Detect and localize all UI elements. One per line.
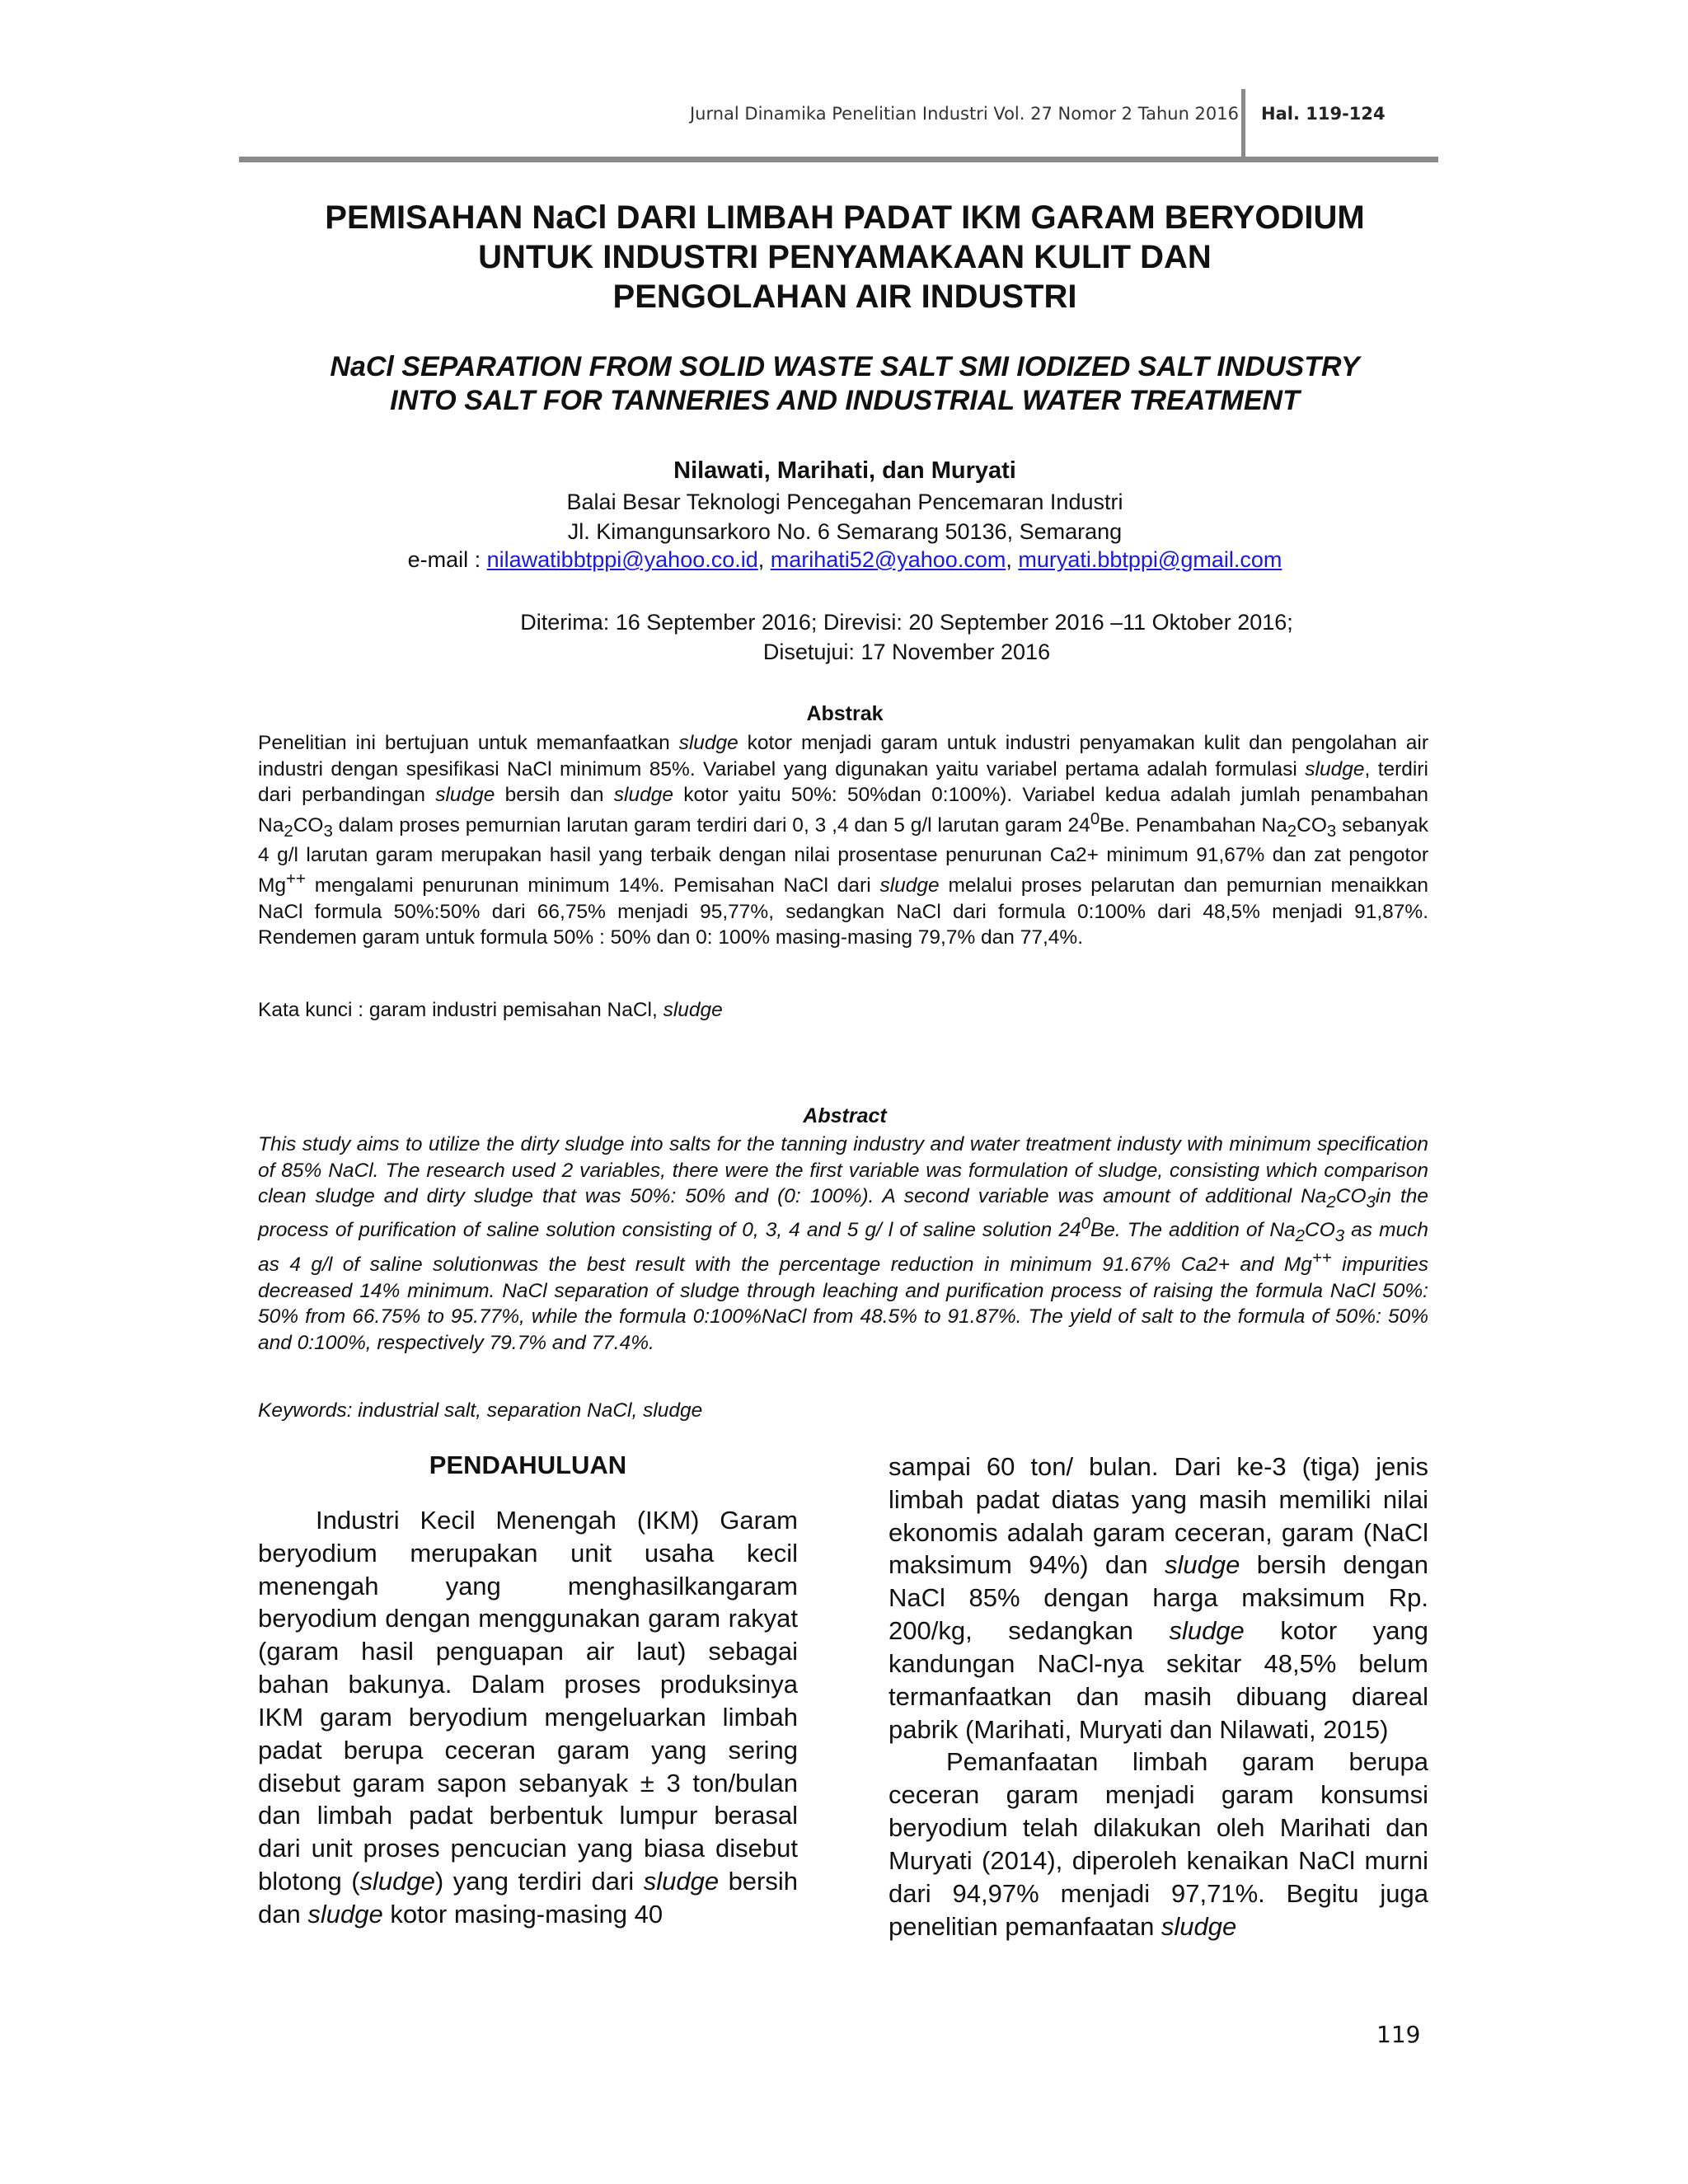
authors: Nilawati, Marihati, dan Muryati bbox=[673, 457, 1016, 484]
address: Jl. Kimangunsarkoro No. 6 Semarang 50136, Semarang bbox=[567, 519, 1123, 544]
page-number: 119 bbox=[1376, 2021, 1421, 2048]
submission-dates bbox=[371, 608, 1442, 667]
title-english bbox=[247, 350, 1442, 418]
title-indonesian bbox=[247, 198, 1442, 316]
header-divider bbox=[1241, 89, 1245, 157]
paragraph: sampai 60 ton/ bulan. Dari ke-3 (tiga) jenis limbah padat diatas yang masih memiliki nilai ekonomis adalah garam ceceran, garam (NaCl maksimum 94%) dan sludge bersih dengan NaCl 85% dengan harga maksimum Rp. 200/kg, sedangkan sludge kotor yang kandungan NaCl-nya sekitar 48,5% belum termanfaatkan dan masih dibuang diareal pabrik (Marihati, Muryati dan Nilawati, 2015) bbox=[889, 1452, 1428, 1744]
body-column-right bbox=[889, 1451, 1428, 1943]
email-line bbox=[247, 547, 1442, 573]
dates-line-1: Diterima: 16 September 2016; Direvisi: 20 September 2016 –11 Oktober 2016; bbox=[520, 610, 1293, 635]
email-link-3[interactable]: muryati.bbtppi@gmail.com bbox=[1018, 547, 1282, 572]
page-range: Hal. 119-124 bbox=[1261, 104, 1386, 124]
title-en-line: INTO SALT FOR TANNERIES AND INDUSTRIAL WATER TREATMENT bbox=[390, 384, 1300, 416]
email-separator: , bbox=[757, 547, 771, 572]
keywords: Keywords: industrial salt, separation NaCl, sludge bbox=[258, 1399, 703, 1422]
journal-name: Jurnal Dinamika Penelitian Industri Vol. 27 Nomor 2 Tahun 2016 bbox=[689, 104, 1239, 124]
institution: Balai Besar Teknologi Pencegahan Pencemaran Industri bbox=[566, 490, 1123, 514]
running-header bbox=[239, 89, 1438, 162]
abstract-heading: Abstract bbox=[803, 1104, 887, 1127]
dates-line-2: Disetujui: 17 November 2016 bbox=[762, 639, 1051, 664]
abstract-body: This study aims to utilize the dirty sludge into salts for the tanning industry and water treatment industy with minimum specification of 85% NaCl. The research used 2 variables, there were the first variable was formulation of sludge, consisting which comparison clean sludge and dirty sludge that was 50%: 50% and (0: 100%). A second variable was amount of additional $Na_2CO_3in$ the process of purification of saline solution consisting of 0, 3, 4 and 5 g/ l of saline solution $24^0Be$. The addition of $Na_2CO_3$ as much as 4 g/l of saline solutionwas the best result with the percentage reduction in minimum 91.67% Ca2+ and Mg++ impurities decreased 14% minimum. NaCl separation of sludge through leaching and purification process of raising the formula NaCl 50%: 50% from 66.75% to 95.77%, while the formula 0:100%NaCl from 48.5% to 91.87%. The yield of salt to the formula of 50%: 50% and 0:100%, respectively 79.7% and 77.4%. bbox=[258, 1133, 1428, 1354]
email-separator: , bbox=[1006, 547, 1019, 572]
abstrak-heading: Abstrak bbox=[806, 702, 884, 725]
paragraph: Industri Kecil Menengah (IKM) Garam beryodium merupakan unit usaha kecil menengah yang menghasilkangaram beryodium dengan menggunakan garam rakyat (garam hasil penguapan air laut) sebagai bahan bakunya. Dalam proses produksinya IKM garam beryodium mengeluarkan limbah padat berupa ceceran garam yang sering disebut garam sapon sebanyak ± 3 ton/bulan dan limbah padat berbentuk lumpur berasal dari unit proses pencucian yang biasa disebut blotong (sludge) yang terdiri dari sludge bersih dan sludge kotor masing-masing 40 bbox=[258, 1506, 799, 1929]
title-id-line: PENGOLAHAN AIR INDUSTRI bbox=[612, 279, 1077, 315]
kata-kunci: Kata kunci : garam industri pemisahan NaCl, sludge bbox=[258, 999, 723, 1021]
email-link-1[interactable]: nilawatibbtppi@yahoo.co.id bbox=[486, 547, 758, 572]
title-id-line: PEMISAHAN NaCl DARI LIMBAH PADAT IKM GARAM BERYODIUM bbox=[325, 199, 1365, 236]
title-en-line: NaCl SEPARATION FROM SOLID WASTE SALT SMI IODIZED SALT INDUSTRY bbox=[330, 351, 1360, 382]
email-link-2[interactable]: marihati52@yahoo.com bbox=[770, 547, 1006, 572]
abstrak-body: Penelitian ini bertujuan untuk memanfaatkan sludge kotor menjadi garam untuk industri penyamakan kulit dan pengolahan air industri dengan spesifikasi NaCl minimum 85%. Variabel yang digunakan yaitu variabel pertama adalah formulasi sludge, terdiri dari perbandingan sludge bersih dan sludge kotor yaitu 50%: 50%dan 0:100%). Variabel kedua adalah jumlah penambahan $Na_2CO_3$ dalam proses pemurnian larutan garam terdiri dari 0, 3 ,4 dan 5 g/l larutan garam $24^0Be$. Penambahan $Na_2CO_3$ sebanyak 4 g/l larutan garam merupakan hasil yang terbaik dengan nilai prosentase penurunan Ca2+ minimum 91,67% dan zat pengotor Mg++ mengalami penurunan minimum 14%. Pemisahan NaCl dari sludge melalui proses pelarutan dan pemurnian menaikkan NaCl formula 50%:50% dari 66,75% menjadi 95,77%, sedangkan NaCl dari formula 0:100% dari 48,5% menjadi 91,87%. Rendemen garam untuk formula 50% : 50% dan 0: 100% masing-masing 79,7% dan 77,4%. bbox=[258, 732, 1429, 949]
section-heading-pendahuluan: PENDAHULUAN bbox=[429, 1451, 627, 1479]
email-label: e-mail : bbox=[407, 547, 487, 572]
body-column-left bbox=[258, 1504, 798, 1931]
title-id-line: UNTUK INDUSTRI PENYAMAKAAN KULIT DAN bbox=[478, 239, 1212, 275]
paragraph: Pemanfaatan limbah garam berupa ceceran garam menjadi garam konsumsi beryodium telah dilakukan oleh Marihati dan Muryati (2014), diperoleh kenaikan NaCl murni dari 94,97% menjadi 97,71%. Begitu juga penelitian pemanfaatan sludge bbox=[889, 1747, 1428, 1941]
